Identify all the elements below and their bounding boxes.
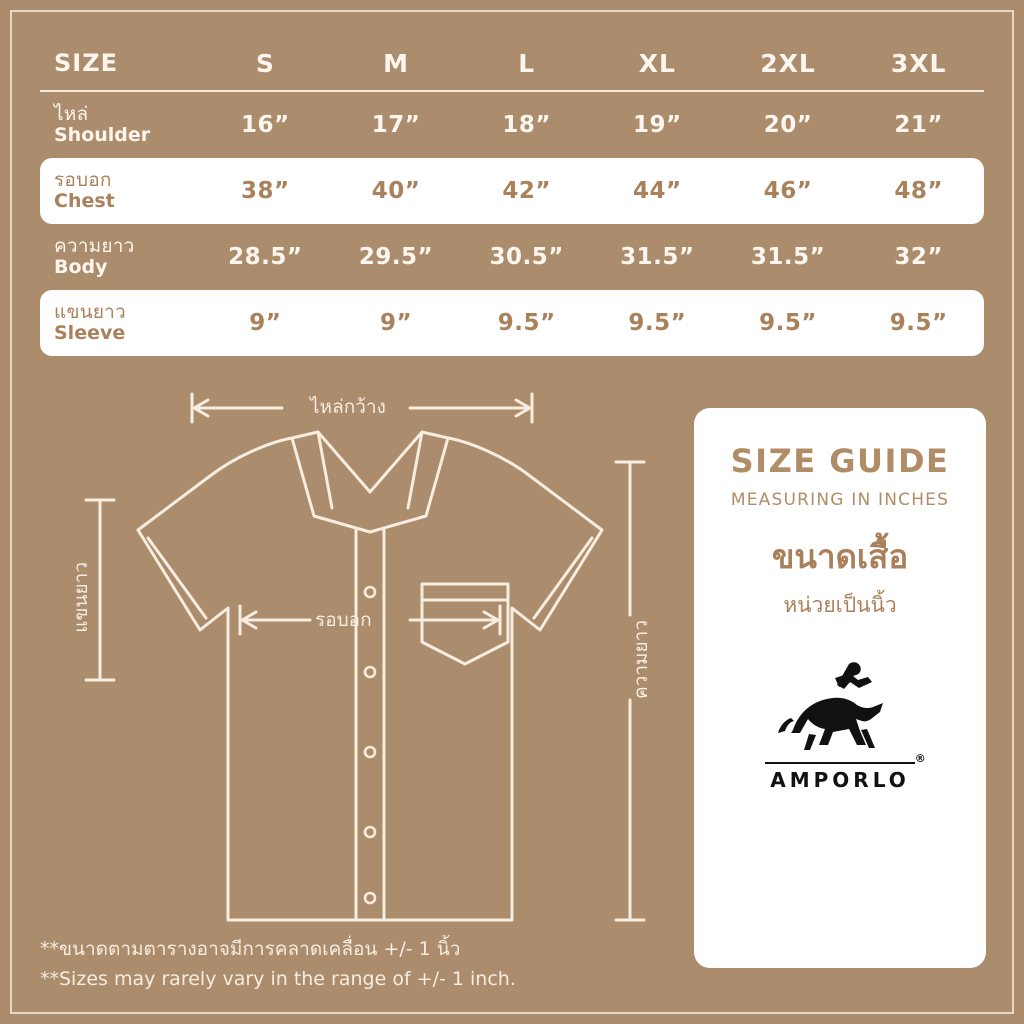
cell-shoulder-3xl: 21” (894, 112, 943, 138)
cell-shoulder-xl: 19” (633, 112, 682, 138)
table-header-s: S (255, 48, 275, 78)
table-row (40, 158, 984, 224)
cell-sleeve-m: 9” (379, 310, 413, 336)
cell-body-m: 29.5” (358, 244, 434, 270)
footnote-english: **Sizes may rarely vary in the range of +/- 1 inch. (40, 968, 516, 990)
cell-sleeve-s: 9” (249, 310, 282, 336)
footnote-thai: **ขนาดตามตารางอาจมีการคลาดเคลื่อน +/- 1 นิ้ว (40, 938, 461, 960)
row-label-shoulder-th: ไหล่ (54, 102, 89, 125)
registered-trademark-icon: ® (914, 752, 926, 765)
cell-body-xl: 31.5” (620, 244, 695, 270)
row-label-shoulder (40, 104, 200, 147)
row-label-shoulder-en: Shoulder (54, 124, 151, 146)
row-label-chest (40, 170, 200, 213)
cell-shoulder-2xl: 20” (763, 112, 813, 138)
cell-body-3xl: 32” (894, 244, 943, 270)
cell-chest-l: 42” (502, 178, 551, 204)
brand-name-text: AMPORLO (770, 768, 910, 792)
table-header-2xl: 2XL (760, 48, 816, 78)
cell-shoulder-m: 17” (371, 112, 421, 138)
dimension-label-body: ความยาว (630, 620, 652, 700)
shirt-illustration-svg (60, 380, 680, 950)
table-header-l: L (518, 48, 536, 78)
dimension-label-shoulder: ไหล่กว้าง (310, 396, 386, 418)
horse-rider-icon (775, 656, 905, 752)
table-row (40, 290, 984, 356)
size-guide-card (694, 408, 986, 968)
size-table (40, 36, 984, 356)
cell-sleeve-xl: 9.5” (628, 310, 687, 336)
table-header-size: SIZE (54, 49, 119, 77)
cell-sleeve-2xl: 9.5” (759, 310, 817, 336)
cell-chest-m: 40” (371, 178, 421, 204)
row-label-sleeve (40, 302, 200, 345)
footnotes (40, 934, 516, 990)
table-header-xl: XL (638, 48, 676, 78)
dimension-label-chest: รอบอก (315, 609, 372, 631)
cell-chest-2xl: 46” (763, 178, 813, 204)
cell-shoulder-l: 18” (502, 112, 551, 138)
brand-logo (694, 656, 986, 756)
guide-title-thai: ขนาดเสื้อ (771, 537, 909, 576)
cell-chest-3xl: 48” (894, 178, 943, 204)
row-label-body (40, 236, 200, 279)
row-label-sleeve-th: แขนยาว (54, 300, 126, 323)
brand-name (770, 752, 926, 792)
row-label-chest-en: Chest (54, 190, 115, 212)
guide-title: SIZE GUIDE (730, 442, 950, 480)
table-row (40, 224, 984, 290)
guide-subtitle-thai: หน่วยเป็นนิ้ว (783, 593, 897, 617)
cell-shoulder-s: 16” (241, 112, 290, 138)
cell-chest-s: 38” (241, 178, 290, 204)
dimension-label-sleeve: แขนยาว (70, 562, 92, 633)
shirt-diagram (60, 380, 680, 950)
table-row (40, 92, 984, 158)
cell-body-s: 28.5” (228, 244, 303, 270)
row-label-body-en: Body (54, 256, 108, 278)
cell-body-2xl: 31.5” (750, 244, 826, 270)
cell-body-l: 30.5” (489, 244, 564, 270)
cell-sleeve-3xl: 9.5” (889, 310, 948, 336)
table-header-3xl: 3XL (890, 48, 947, 78)
row-label-body-th: ความยาว (54, 234, 135, 257)
table-header-row (40, 36, 984, 92)
table-header-m: M (383, 48, 409, 78)
row-label-sleeve-en: Sleeve (54, 322, 126, 344)
cell-sleeve-l: 9.5” (497, 310, 556, 336)
guide-subtitle: MEASURING IN INCHES (730, 490, 950, 510)
cell-chest-xl: 44” (633, 178, 682, 204)
row-label-chest-th: รอบอก (54, 168, 112, 191)
brand-divider (765, 762, 915, 764)
